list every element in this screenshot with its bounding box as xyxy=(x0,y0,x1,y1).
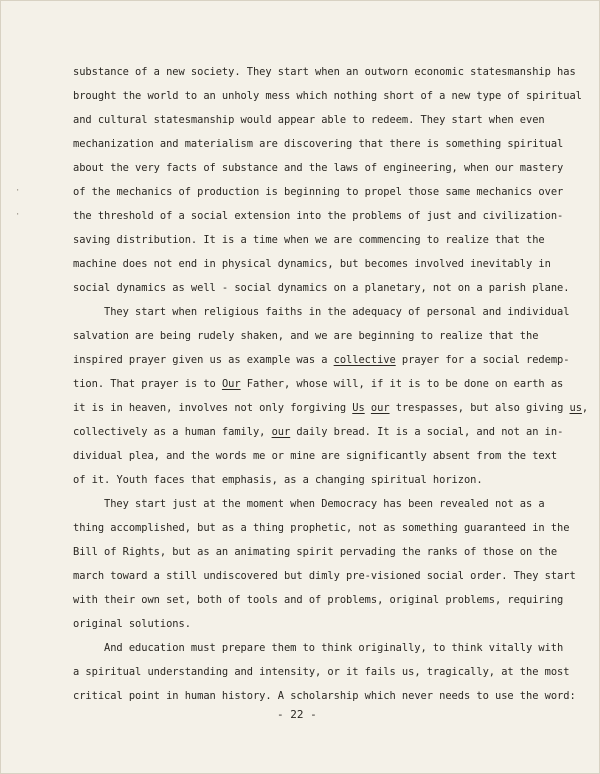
text-segment: prayer for a social redemp- xyxy=(395,354,570,366)
text-segment: it is in heaven, involves not only forgiving xyxy=(73,402,353,414)
text-line: They start just at the moment when Democracy has been revealed not as a xyxy=(104,498,545,510)
margin-mark: ⋅ xyxy=(15,186,21,196)
text-segment: collectively as a human family, xyxy=(73,426,272,438)
text-line: And education must prepare them to think originally, to think vitally with xyxy=(104,642,564,654)
margin-mark: ⋅ xyxy=(15,210,21,220)
text-line: critical point in human history. A scholarship which never needs to use the word: xyxy=(73,690,576,702)
text-line: Bill of Rights, but as an animating spirit pervading the ranks of those on the xyxy=(73,546,558,558)
page-number: - 22 - xyxy=(277,708,317,721)
text-segment: trespasses, but also giving xyxy=(389,402,570,414)
text-line: social dynamics as well - social dynamics on a planetary, not on a parish plane. xyxy=(73,282,570,294)
underlined-word: our xyxy=(271,426,291,438)
text-segment: , xyxy=(581,402,589,414)
text-line: the threshold of a social extension into the problems of just and civilization- xyxy=(73,210,564,222)
underlined-word: us xyxy=(569,402,582,414)
underlined-word: collective xyxy=(333,354,396,366)
text-line: with their own set, both of tools and of problems, original problems, requiring xyxy=(73,594,564,606)
text-line: substance of a new society. They start when an outworn economic statesmanship has xyxy=(73,66,576,78)
underlined-word: Us xyxy=(352,402,365,414)
text-segment: daily bread. It is a social, and not an in- xyxy=(290,426,564,438)
text-line: of it. Youth faces that emphasis, as a changing spiritual horizon. xyxy=(73,474,483,486)
text-line xyxy=(73,378,563,390)
text-line: of the mechanics of production is beginning to propel those same mechanics over xyxy=(73,186,564,198)
text-line: thing accomplished, but as a thing prophetic, not as something guaranteed in the xyxy=(73,522,570,534)
text-line: saving distribution. It is a time when we are commencing to realize that the xyxy=(73,234,545,246)
text-line xyxy=(73,354,569,366)
text-segment: inspired prayer given us as example was a xyxy=(73,354,334,366)
text-line: original solutions. xyxy=(73,618,191,630)
text-line: They start when religious faiths in the adequacy of personal and individual xyxy=(104,306,570,318)
text-line: a spiritual understanding and intensity, or it fails us, tragically, at the most xyxy=(73,666,570,678)
text-line: march toward a still undiscovered but dimly pre-visioned social order. They start xyxy=(73,570,576,582)
text-segment: Father, whose will, if it is to be done on earth as xyxy=(240,378,564,390)
text-line: and cultural statesmanship would appear able to redeem. They start when even xyxy=(73,114,545,126)
underlined-word: our xyxy=(370,402,390,414)
underlined-word: Our xyxy=(221,378,241,390)
text-line xyxy=(73,402,588,414)
text-line: mechanization and materialism are discovering that there is something spiritual xyxy=(73,138,564,150)
text-segment: tion. That prayer is to xyxy=(73,378,222,390)
text-line xyxy=(73,426,563,438)
text-line: brought the world to an unholy mess which nothing short of a new type of spiritual xyxy=(73,90,582,102)
text-line: machine does not end in physical dynamics, but becomes involved inevitably in xyxy=(73,258,551,270)
text-line: about the very facts of substance and the laws of engineering, when our mastery xyxy=(73,162,564,174)
text-line: salvation are being rudely shaken, and we are beginning to realize that the xyxy=(73,330,539,342)
text-line: dividual plea, and the words me or mine are significantly absent from the text xyxy=(73,450,558,462)
